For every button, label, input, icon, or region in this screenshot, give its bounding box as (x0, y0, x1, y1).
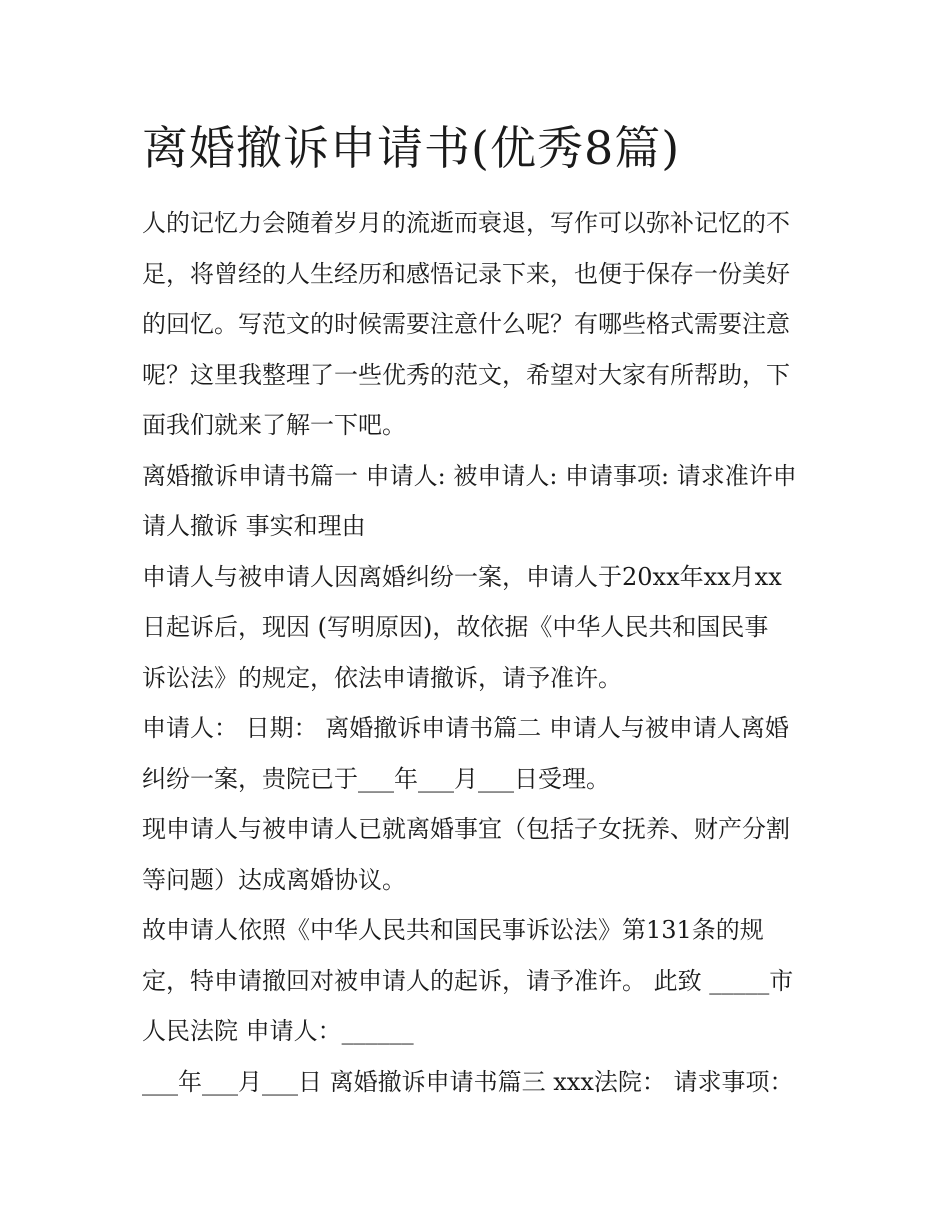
paragraph-line: 离婚撤诉申请书篇一 申请人: 被申请人: 申请事项: 请求准许申 (142, 461, 797, 490)
intro-paragraph (142, 198, 822, 451)
paragraph-line: 现申请人与被申请人已就离婚事宜（包括子女抚养、财产分割 (142, 815, 790, 843)
paragraph-line: 日起诉后，现因 (写明原因)，故依据《中华人民共和国民事 (142, 613, 769, 641)
document-page (142, 112, 822, 1107)
paragraph-line: 的回忆。写范文的时候需要注意什么呢？有哪些格式需要注意 (142, 310, 790, 338)
paragraph-line: 人的记忆力会随着岁月的流逝而衰退，写作可以弥补记忆的不 (142, 209, 790, 237)
paragraph-line: 请人撤诉 事实和理由 (142, 512, 366, 540)
paragraph-line: 人民法院 申请人：______ (142, 1017, 414, 1045)
paragraph-line: 申请人与被申请人因离婚纠纷一案，申请人于20xx年xx月xx (142, 562, 782, 591)
paragraph-line: 面我们就来了解一下吧。 (142, 411, 406, 439)
section-one-header-paragraph (142, 451, 822, 552)
section-one-body-paragraph (142, 552, 822, 704)
paragraph-line: ___年___月___日 离婚撤诉申请书篇三 xxx法院： 请求事项： (142, 1067, 794, 1096)
paragraph-line: 足，将曾经的人生经历和感悟记录下来，也便于保存一份美好 (142, 259, 790, 288)
section-two-agreement-paragraph (142, 804, 822, 905)
document-title: 离婚撤诉申请书(优秀8篇) (142, 121, 681, 175)
paragraph-line: 申请人： 日期： 离婚撤诉申请书篇二 申请人与被申请人离婚 (142, 714, 789, 742)
section-two-header-paragraph (142, 703, 822, 804)
section-three-header-paragraph (142, 1057, 822, 1108)
paragraph-line: 诉讼法》的规定，依法申请撤诉，请予准许。 (142, 663, 622, 692)
paragraph-line: 故申请人依照《中华人民共和国民事诉讼法》第131条的规 (142, 916, 764, 944)
paragraph-line: 定，特申请撤回对被申请人的起诉，请予准许。 此致 _____市 (142, 966, 794, 995)
paragraph-line: 纠纷一案，贵院已于___年___月___日受理。 (142, 764, 610, 793)
paragraph-line: 等问题）达成离婚协议。 (142, 865, 406, 894)
paragraph-line: 呢？这里我整理了一些优秀的范文，希望对大家有所帮助，下 (142, 360, 790, 389)
section-two-request-paragraph (142, 905, 822, 1057)
